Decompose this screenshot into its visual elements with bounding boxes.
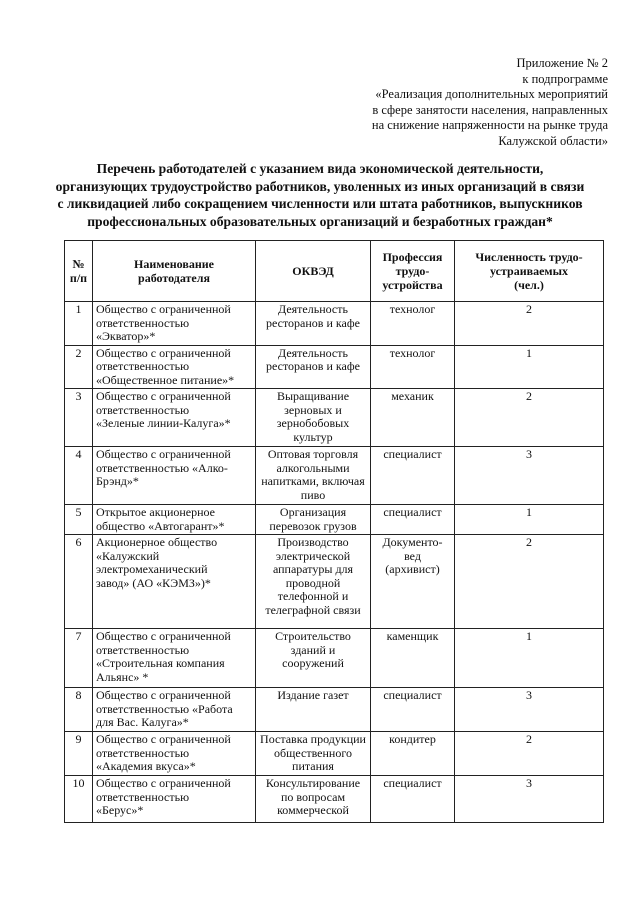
- employer-name-line: ответственностью: [96, 359, 190, 373]
- employer-name: [93, 302, 256, 346]
- employer-name: [93, 447, 256, 505]
- title-line: с ликвидацией либо сокращением численности или штата работников, выпускников: [57, 196, 583, 211]
- annex-line: на снижение напряженности на рынке труда: [371, 118, 608, 132]
- okved-activity: [256, 302, 371, 346]
- employer-name-line: Акционерное общество: [96, 535, 218, 549]
- employer-name-line: Открытое акционерное: [96, 505, 216, 519]
- table-row: [65, 688, 604, 732]
- okved-activity-line: телефонной и: [277, 589, 349, 603]
- employer-name-line: ответственностью: [96, 745, 190, 760]
- employer-name-line: «Зеленые линии-Калуга»*: [96, 416, 231, 430]
- employer-name-line: ответственностью: [96, 402, 190, 417]
- title-line: организующих трудоустройство работников, уволенных из иных организаций в связи: [55, 178, 585, 194]
- row-number: 8: [65, 688, 93, 732]
- annex-line: «Реализация дополнительных мероприятий: [375, 87, 608, 101]
- profession-line: технолог: [389, 302, 436, 316]
- okved-activity-line: Организация: [279, 505, 347, 519]
- profession-line: механик: [391, 389, 434, 403]
- annex-line: Калужской области»: [498, 133, 608, 148]
- employee-count: 2: [455, 302, 604, 346]
- employer-name-line: для Вас. Калуга»*: [96, 715, 189, 729]
- profession: [371, 535, 455, 629]
- row-number: 2: [65, 345, 93, 389]
- row-number: 4: [65, 447, 93, 505]
- employer-name-line: ответственностью: [96, 315, 190, 330]
- profession-line: специалист: [383, 505, 442, 519]
- okved-activity-line: Издание газет: [277, 688, 349, 702]
- okved-activity-line: питания: [292, 759, 334, 773]
- annex-line: в сфере занятости населения, направленных: [372, 102, 608, 117]
- row-number: 1: [65, 302, 93, 346]
- okved-activity-line: Производство: [277, 535, 349, 549]
- employer-name-line: завод» (АО «КЭМЗ»)*: [96, 575, 211, 590]
- okved-activity-line: сооружений: [282, 656, 344, 670]
- table-row: [65, 447, 604, 505]
- row-number: 10: [65, 776, 93, 823]
- okved-activity-line: по вопросам: [280, 789, 346, 804]
- employer-name-line: ответственностью «Работа: [96, 701, 233, 716]
- employee-count: 2: [455, 732, 604, 776]
- employers-table: [64, 240, 604, 823]
- okved-activity-line: Деятельность: [278, 302, 348, 316]
- table-row: [65, 345, 604, 389]
- employee-count: 3: [455, 688, 604, 732]
- okved-activity-line: Деятельность: [278, 345, 348, 360]
- profession-line: (архивист): [385, 562, 440, 576]
- okved-activity-line: проводной: [285, 575, 341, 590]
- okved-activity-line: Оптовая торговля: [267, 447, 359, 461]
- okved-activity-line: Поставка продукции: [260, 732, 366, 746]
- annex-block: [372, 56, 608, 149]
- table-row: [65, 732, 604, 776]
- employer-name: [93, 776, 256, 823]
- header-num: № п/п: [65, 241, 93, 302]
- table-header-row: [65, 241, 604, 302]
- employee-count: 2: [455, 389, 604, 447]
- okved-activity: [256, 505, 371, 535]
- employee-count: 1: [455, 629, 604, 688]
- okved-activity-line: электрической: [275, 548, 351, 563]
- okved-activity-line: пиво: [300, 487, 326, 502]
- profession: [371, 505, 455, 535]
- employer-name-line: «Строительная компания: [96, 656, 225, 670]
- okved-activity: [256, 732, 371, 776]
- okved-activity-line: Выращивание: [276, 389, 350, 403]
- profession-line: Документо-: [382, 535, 443, 549]
- title-line: профессиональных образовательных организаций и безработных граждан*: [87, 213, 553, 229]
- employer-name-line: «Берус»*: [96, 803, 144, 817]
- employer-name: [93, 732, 256, 776]
- employer-name-line: «Общественное питание»*: [96, 372, 235, 387]
- profession: [371, 345, 455, 389]
- employer-name-line: «Экватор»*: [96, 329, 156, 343]
- employer-name-line: электромеханический: [96, 562, 208, 576]
- header-profession: Профессия трудо- устройства: [371, 241, 455, 302]
- okved-activity-line: общественного: [274, 745, 352, 760]
- profession-line: специалист: [383, 447, 442, 461]
- okved-activity-line: коммерческой: [277, 803, 349, 817]
- profession: [371, 447, 455, 505]
- employer-name-line: Общество с ограниченной: [96, 345, 231, 360]
- table-row: [65, 505, 604, 535]
- employer-name-line: Общество с ограниченной: [96, 688, 231, 702]
- employee-count: 3: [455, 447, 604, 505]
- employer-name-line: Общество с ограниченной: [96, 302, 231, 316]
- employer-name-line: общество «Автогарант»*: [96, 518, 225, 533]
- okved-activity: [256, 629, 371, 688]
- okved-activity-line: напитками, включая: [261, 474, 365, 488]
- table-row: [65, 776, 604, 823]
- header-count: Численность трудо- устраиваемых (чел.): [455, 241, 604, 302]
- employer-name-line: Общество с ограниченной: [96, 389, 231, 403]
- profession: [371, 732, 455, 776]
- table-row: [65, 535, 604, 629]
- profession: [371, 776, 455, 823]
- okved-activity: [256, 345, 371, 389]
- employer-name: [93, 505, 256, 535]
- okved-activity-line: перевозок грузов: [269, 518, 357, 533]
- employer-name-line: ответственностью: [96, 642, 190, 657]
- employer-name-line: Общество с ограниченной: [96, 776, 231, 790]
- employer-name-line: ответственностью: [96, 789, 190, 804]
- header-name: Наименование работодателя: [93, 241, 256, 302]
- okved-activity-line: зданий и: [290, 642, 336, 657]
- employer-name-line: «Калужский: [96, 548, 160, 563]
- row-number: 7: [65, 629, 93, 688]
- okved-activity-line: аппаратуры для: [272, 562, 354, 576]
- employer-name: [93, 535, 256, 629]
- okved-activity: [256, 447, 371, 505]
- okved-activity-line: культур: [293, 429, 333, 444]
- okved-activity-line: ресторанов и кафе: [266, 315, 360, 330]
- okved-activity: [256, 688, 371, 732]
- employer-name-line: Общество с ограниченной: [96, 447, 231, 461]
- okved-activity-line: алкогольными: [276, 460, 350, 475]
- row-number: 9: [65, 732, 93, 776]
- annex-line: к подпрограмме: [522, 71, 608, 86]
- employee-count: 3: [455, 776, 604, 823]
- employer-name: [93, 688, 256, 732]
- okved-activity: [256, 389, 371, 447]
- okved-activity: [256, 776, 371, 823]
- okved-activity-line: зернобобовых: [276, 416, 350, 430]
- employer-name-line: Брэнд»*: [96, 474, 139, 488]
- profession-line: специалист: [383, 688, 442, 702]
- table-row: [65, 302, 604, 346]
- profession-line: кондитер: [389, 732, 436, 746]
- employee-count: 1: [455, 345, 604, 389]
- profession-line: специалист: [383, 776, 442, 790]
- okved-activity: [256, 535, 371, 629]
- okved-activity-line: ресторанов и кафе: [266, 359, 360, 373]
- okved-activity-line: зерновых и: [284, 402, 342, 417]
- title-line: Перечень работодателей с указанием вида экономической деятельности,: [96, 161, 544, 176]
- profession: [371, 629, 455, 688]
- employer-name-line: Альянс» *: [96, 669, 149, 684]
- document-title: [40, 160, 600, 230]
- employer-name: [93, 629, 256, 688]
- profession-line: каменщик: [386, 629, 439, 643]
- header-okved: ОКВЭД: [256, 241, 371, 302]
- profession: [371, 302, 455, 346]
- employee-count: 1: [455, 505, 604, 535]
- okved-activity-line: Консультирование: [265, 776, 361, 790]
- row-number: 6: [65, 535, 93, 629]
- profession-line: технолог: [389, 345, 436, 360]
- table-body: [65, 302, 604, 823]
- table-row: [65, 389, 604, 447]
- okved-activity-line: Строительство: [275, 629, 351, 643]
- row-number: 5: [65, 505, 93, 535]
- employer-name-line: Общество с ограниченной: [96, 732, 231, 746]
- employer-name: [93, 389, 256, 447]
- profession-line: вед: [404, 548, 421, 563]
- employee-count: 2: [455, 535, 604, 629]
- okved-activity-line: телеграфной связи: [265, 602, 361, 617]
- employer-name: [93, 345, 256, 389]
- annex-line: Приложение № 2: [516, 56, 608, 70]
- row-number: 3: [65, 389, 93, 447]
- employer-name-line: Общество с ограниченной: [96, 629, 231, 643]
- employer-name-line: ответственностью «Алко-: [96, 460, 228, 475]
- employer-name-line: «Академия вкуса»*: [96, 759, 196, 773]
- profession: [371, 688, 455, 732]
- profession: [371, 389, 455, 447]
- table-row: [65, 629, 604, 688]
